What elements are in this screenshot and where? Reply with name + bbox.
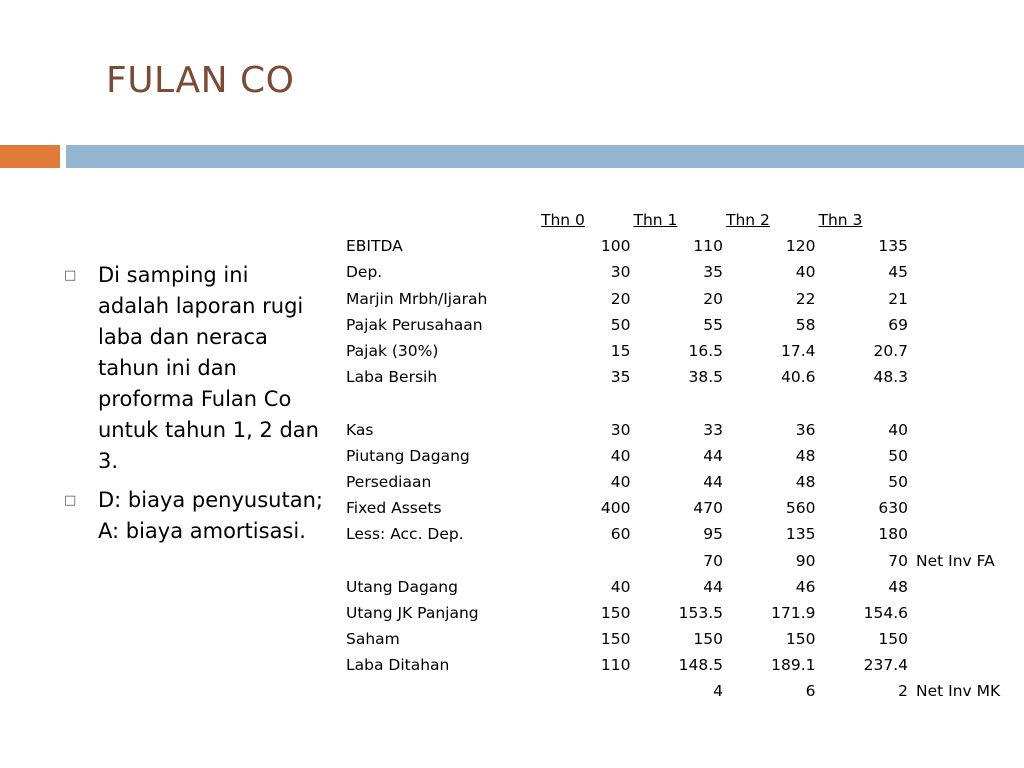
row-note bbox=[908, 312, 1000, 338]
table-cell: 48 bbox=[888, 577, 908, 596]
table-cell: 44 bbox=[703, 446, 723, 465]
row-note bbox=[908, 338, 1000, 364]
table-row bbox=[343, 521, 1000, 547]
table-cell: 150 bbox=[878, 630, 908, 649]
financial-table bbox=[343, 207, 1000, 705]
row-label: EBITDA bbox=[346, 237, 403, 256]
table-cell: 30 bbox=[610, 263, 631, 282]
row-note bbox=[908, 286, 1000, 312]
table-row bbox=[343, 678, 1000, 704]
row-note bbox=[908, 495, 1000, 521]
column-header: Thn 3 bbox=[818, 211, 863, 230]
table-cell: 150 bbox=[785, 630, 816, 649]
square-bullet-icon: □ bbox=[64, 268, 77, 283]
table-row bbox=[343, 469, 1000, 495]
table-row bbox=[343, 652, 1000, 678]
table-cell: 120 bbox=[785, 237, 816, 256]
table-cell: 40.6 bbox=[780, 368, 816, 387]
table-cell: 17.4 bbox=[780, 342, 816, 361]
row-label bbox=[343, 678, 538, 704]
row-label: Utang Dagang bbox=[346, 577, 458, 596]
table-cell bbox=[631, 390, 724, 416]
table-cell: 22 bbox=[795, 289, 816, 308]
table-cell: 6 bbox=[805, 682, 816, 701]
table-cell: 630 bbox=[878, 499, 908, 518]
column-header: Thn 1 bbox=[633, 211, 678, 230]
table-cell: 20 bbox=[703, 289, 723, 308]
table-cell: 16.5 bbox=[688, 342, 723, 361]
table-cell: 33 bbox=[703, 420, 723, 439]
table-cell: 135 bbox=[785, 525, 816, 544]
table-row bbox=[343, 547, 1000, 573]
column-header: Thn 0 bbox=[541, 211, 585, 230]
row-label: Marjin Mrbh/Ijarah bbox=[346, 289, 488, 308]
table-row bbox=[343, 233, 1000, 259]
table-cell: 470 bbox=[693, 499, 723, 518]
table-row bbox=[343, 390, 1000, 416]
row-label: Fixed Assets bbox=[346, 499, 442, 518]
bullet-item bbox=[64, 260, 326, 477]
row-label: Pajak (30%) bbox=[346, 342, 439, 361]
table-cell: 40 bbox=[610, 472, 631, 491]
row-note bbox=[908, 364, 1000, 390]
table-cell bbox=[816, 390, 909, 416]
table-cell: 50 bbox=[888, 446, 908, 465]
column-header: Thn 2 bbox=[726, 211, 770, 230]
row-label bbox=[343, 390, 538, 416]
row-note bbox=[908, 574, 1000, 600]
table-cell: 50 bbox=[888, 472, 908, 491]
table-cell: 237.4 bbox=[863, 656, 908, 675]
table-cell: 60 bbox=[610, 525, 631, 544]
table-cell: 135 bbox=[878, 237, 908, 256]
row-note bbox=[908, 417, 1000, 443]
table-cell: 110 bbox=[693, 237, 723, 256]
table-cell: 100 bbox=[600, 237, 631, 256]
table-cell: 48 bbox=[795, 472, 816, 491]
row-note bbox=[908, 233, 1000, 259]
row-label: Saham bbox=[346, 630, 400, 649]
table-header-row bbox=[343, 207, 1000, 233]
row-note bbox=[908, 443, 1000, 469]
bullet-list bbox=[64, 260, 326, 555]
table-cell: 70 bbox=[888, 551, 908, 570]
table-cell: 48 bbox=[795, 446, 816, 465]
table-cell: 180 bbox=[878, 525, 908, 544]
table-cell: 150 bbox=[600, 630, 631, 649]
row-note bbox=[908, 259, 1000, 285]
table-cell: 2 bbox=[898, 682, 908, 701]
table-cell: 20.7 bbox=[873, 342, 908, 361]
table-cell: 560 bbox=[785, 499, 816, 518]
table-cell: 4 bbox=[713, 682, 723, 701]
table-row bbox=[343, 364, 1000, 390]
row-label: Dep. bbox=[346, 263, 383, 282]
table-row bbox=[343, 495, 1000, 521]
table-cell: 40 bbox=[610, 577, 631, 596]
table-cell: 58 bbox=[795, 315, 816, 334]
row-label: Persediaan bbox=[346, 472, 432, 491]
table-row bbox=[343, 338, 1000, 364]
slide-title: FULAN CO bbox=[106, 60, 295, 101]
table-row bbox=[343, 574, 1000, 600]
bullet-item bbox=[64, 485, 326, 547]
row-note bbox=[908, 521, 1000, 547]
bullet-text: D: biaya penyusutan; A: biaya amortisasi. bbox=[98, 488, 323, 543]
table-cell: 44 bbox=[703, 577, 723, 596]
row-note: Net Inv MK bbox=[916, 682, 1001, 701]
table-row bbox=[343, 417, 1000, 443]
row-note: Net Inv FA bbox=[916, 551, 995, 570]
row-label: Utang JK Panjang bbox=[346, 603, 479, 622]
table-cell: 48.3 bbox=[873, 368, 908, 387]
row-label bbox=[343, 547, 538, 573]
table-row bbox=[343, 600, 1000, 626]
row-label: Piutang Dagang bbox=[346, 446, 470, 465]
accent-bar-orange bbox=[0, 145, 60, 168]
row-label: Kas bbox=[346, 420, 374, 439]
row-note bbox=[908, 600, 1000, 626]
table-cell: 171.9 bbox=[771, 603, 816, 622]
table-cell: 35 bbox=[703, 263, 723, 282]
table-cell: 45 bbox=[888, 263, 908, 282]
row-note bbox=[908, 469, 1000, 495]
row-label: Laba Bersih bbox=[346, 368, 438, 387]
table-cell: 40 bbox=[610, 446, 631, 465]
table-row bbox=[343, 443, 1000, 469]
table-cell: 148.5 bbox=[678, 656, 723, 675]
table-row bbox=[343, 312, 1000, 338]
table-cell bbox=[538, 678, 631, 704]
bullet-text: Di samping ini adalah laporan rugi laba dan neraca tahun ini dan proforma Fulan Co untuk tahun 1, 2 dan 3. bbox=[98, 263, 319, 473]
table-cell: 35 bbox=[610, 368, 631, 387]
table-cell: 153.5 bbox=[678, 603, 723, 622]
table-row bbox=[343, 626, 1000, 652]
table-cell: 50 bbox=[610, 315, 631, 334]
table-cell: 69 bbox=[888, 315, 908, 334]
table-cell: 150 bbox=[600, 603, 631, 622]
table-row bbox=[343, 259, 1000, 285]
table-cell: 44 bbox=[703, 472, 723, 491]
row-note bbox=[908, 626, 1000, 652]
table-cell: 90 bbox=[795, 551, 816, 570]
table-cell: 189.1 bbox=[771, 656, 816, 675]
table-cell: 21 bbox=[888, 289, 908, 308]
table-cell: 36 bbox=[795, 420, 816, 439]
row-label: Laba Ditahan bbox=[346, 656, 450, 675]
table-row bbox=[343, 286, 1000, 312]
table-cell: 400 bbox=[600, 499, 631, 518]
table-cell: 55 bbox=[703, 315, 723, 334]
accent-bar-blue bbox=[66, 145, 1024, 168]
row-note bbox=[908, 390, 1000, 416]
table-cell: 30 bbox=[610, 420, 631, 439]
table-cell: 110 bbox=[600, 656, 631, 675]
table-cell: 150 bbox=[693, 630, 723, 649]
table-cell bbox=[723, 390, 816, 416]
square-bullet-icon: □ bbox=[64, 493, 77, 508]
table-cell: 20 bbox=[610, 289, 631, 308]
table-cell: 70 bbox=[703, 551, 723, 570]
table-cell bbox=[538, 390, 631, 416]
table-cell bbox=[538, 547, 631, 573]
row-label: Pajak Perusahaan bbox=[346, 315, 483, 334]
table-cell: 15 bbox=[610, 342, 631, 361]
row-note bbox=[908, 652, 1000, 678]
table-cell: 95 bbox=[703, 525, 723, 544]
table-cell: 154.6 bbox=[863, 603, 908, 622]
table-cell: 46 bbox=[795, 577, 816, 596]
table-cell: 40 bbox=[795, 263, 816, 282]
table-cell: 38.5 bbox=[688, 368, 723, 387]
row-label: Less: Acc. Dep. bbox=[346, 525, 464, 544]
table-cell: 40 bbox=[888, 420, 908, 439]
